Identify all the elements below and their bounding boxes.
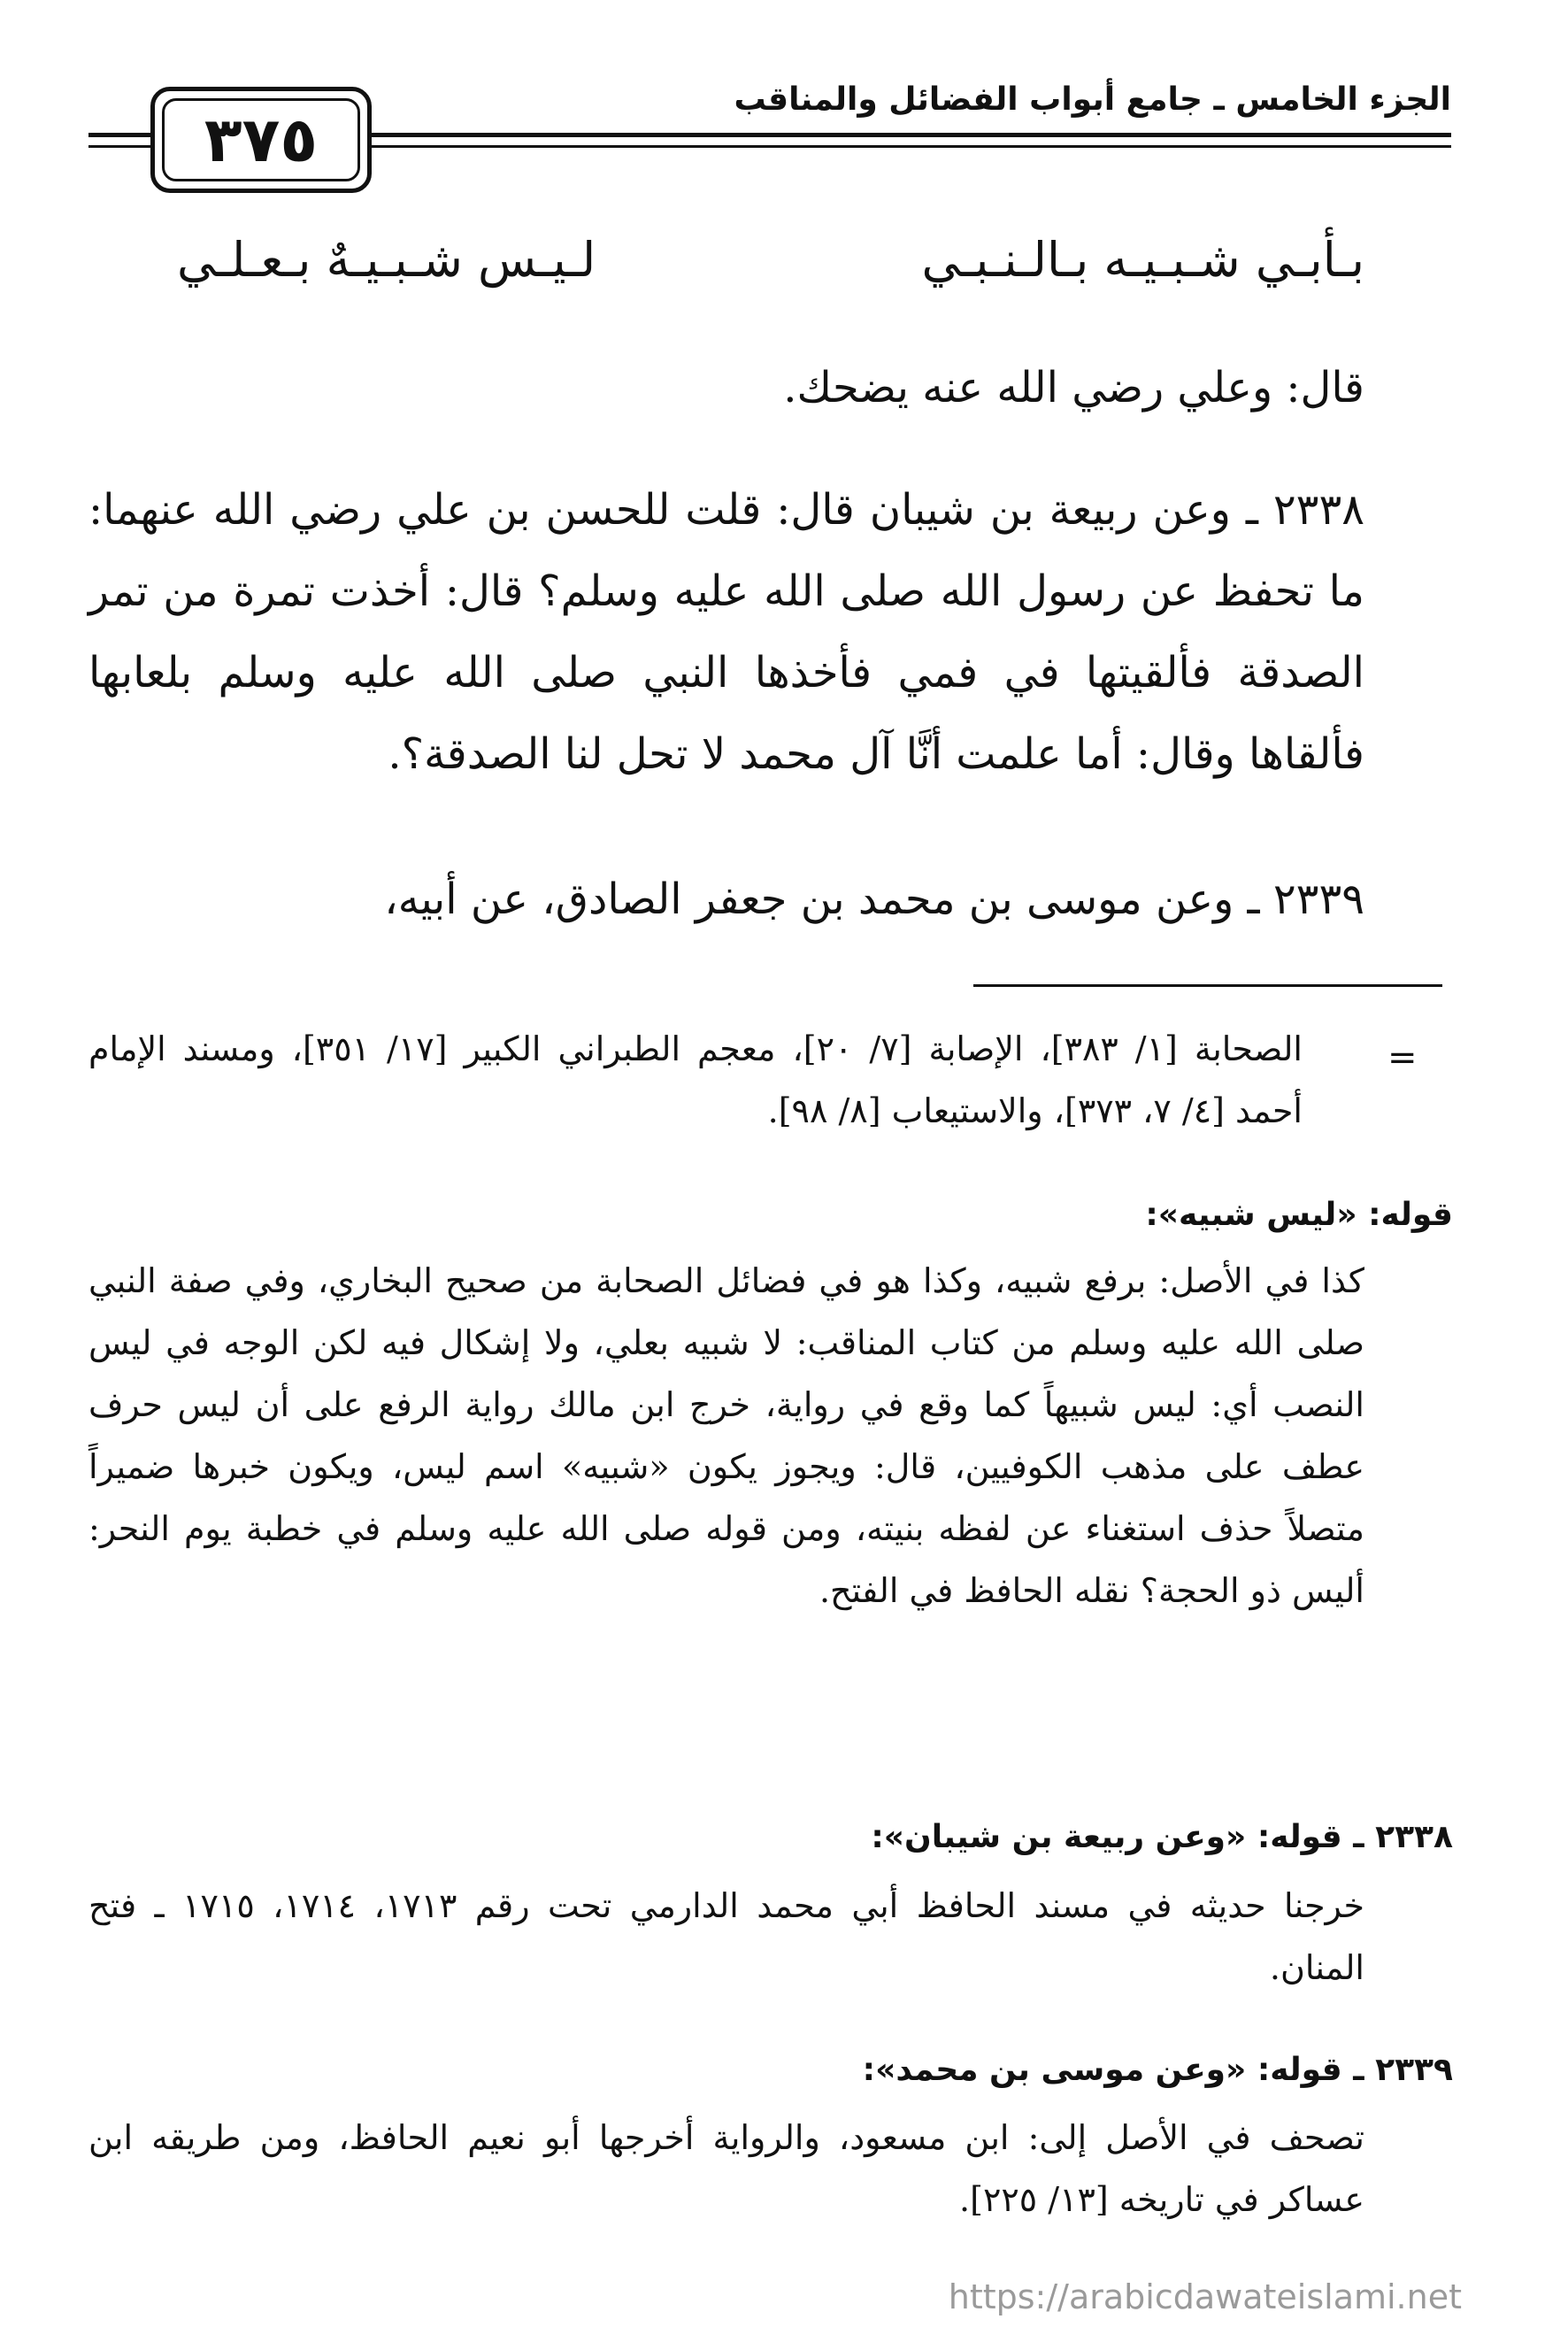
source-watermark: https://arabicdawateislami.net <box>948 2277 1462 2316</box>
page-number: ٣٧٥ <box>162 98 360 181</box>
note-label-laysa-shabih: قوله: «ليس شبيه»: <box>1145 1197 1453 1233</box>
footnote-separator <box>973 984 1442 987</box>
paragraph-laugh: قال: وعلي رضي الله عنه يضحك. <box>783 363 1364 412</box>
poetry-verse <box>177 232 1364 288</box>
continuation-mark: = <box>1387 1037 1418 1078</box>
hadith-2338: ٢٣٣٨ ـ وعن ربيعة بن شيبان قال: قلت للحسن بن علي رضي الله عنهما: ما تحفظ عن رسول الله صلى الله عليه وسلم؟ قال: أخذت تمرة من تمر الصدقة فألقيتها في فمي فأخذها النبي صلى الله عليه وسلم بلعابها فألقاها وقال: أما علمت أنَّا آل محمد لا تحل لنا الصدقة؟. <box>88 485 1364 779</box>
running-head: الجزء الخامس ـ جامع أبواب الفضائل والمناقب <box>723 81 1451 130</box>
hadith-2339: ٢٣٣٩ ـ وعن موسى بن محمد بن جعفر الصادق، عن أبيه، <box>384 875 1364 924</box>
note-2339: تصحف في الأصل إلى: ابن مسعود، والرواية أخرجها أبو نعيم الحافظ، ومن طريقه ابن عساكر في تاريخه [١٣/ ٢٢٥]. <box>88 2118 1364 2219</box>
note-laysa-shabih: كذا في الأصل: برفع شبيه، وكذا هو في فضائل الصحابة من صحيح البخاري، وفي صفة النبي صلى الله عليه وسلم من كتاب المناقب: لا شبيه بعلي، ولا إشكال فيه لكن الوجه في ليس النصب أي: ليس شبيهاً كما وقع في رواية، خرج ابن مالك رواية الرفع على أن ليس حرف عطف على مذهب الكوفيين، قال: ويجوز يكون «شبيه» اسم ليس، ويكون خبرها ضميراً متصلاً حذف استغناء عن لفظه بنيته، ومن قوله صلى الله عليه وسلم في خطبة يوم النحر: أليس ذو الحجة؟ نقله الحافظ في الفتح. <box>88 1261 1364 1610</box>
verse-second-hemistich: لـيـس شـبـيـهٌ بـعـلـي <box>177 232 596 288</box>
page-number-frame <box>150 87 372 193</box>
note-2338: خرجنا حديثه في مسند الحافظ أبي محمد الدارمي تحت رقم ١٧١٣، ١٧١٤، ١٧١٥ ـ فتح المنان. <box>88 1886 1365 1987</box>
note-label-2338: ٢٣٣٨ ـ قوله: «وعن ربيعة بن شيبان»: <box>871 1819 1453 1855</box>
footnote-references: الصحابة [١/ ٣٨٣]، الإصابة [٧/ ٢٠]، معجم الطبراني الكبير [١٧/ ٣٥١]، ومسند الإمام أحمد [٤/ ٧، ٣٧٣]، والاستيعاب [٨/ ٩٨]. <box>88 1029 1303 1130</box>
note-label-2339: ٢٣٣٩ ـ قوله: «وعن موسى بن محمد»: <box>862 2052 1453 2088</box>
page-header <box>88 81 1451 176</box>
verse-first-hemistich: بـأبـي شـبـيـه بـالـنـبـي <box>921 232 1364 288</box>
